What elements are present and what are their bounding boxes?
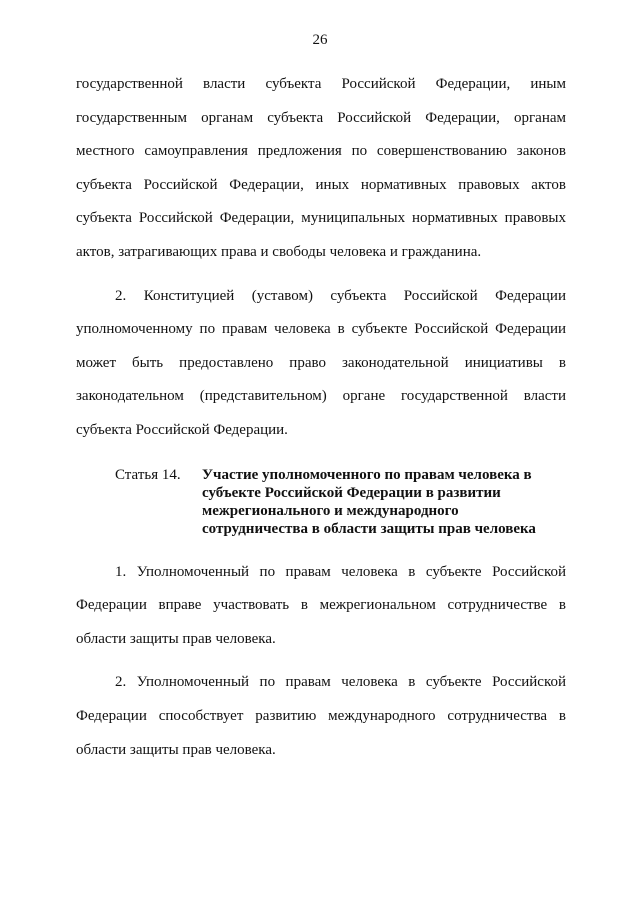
paragraph-continuation: государственной власти субъекта Российской Федерации, иным государственным органам субъекта Российской Федерации, органам местного самоуправления предложения по совершенствованию законов субъекта Российской Федерации, иных нормативных правовых актов субъекта Российской Федерации, муниципальных нормативных правовых актов, затрагивающих права и свободы человека и гражданина. <box>76 76 566 260</box>
paragraph-2: 2. Конституцией (уставом) субъекта Российской Федерации уполномоченному по правам человека в субъекте Российской Федерации может быть предоставлено право законодательной инициативы в законодательном (представительном) органе государственной власти субъекта Российской Федерации. <box>76 287 566 438</box>
article-paragraph-2: 2. Уполномоченный по правам человека в субъекте Российской Федерации способствует развитию международного сотрудничества в области защиты прав человека. <box>76 674 566 758</box>
article-number: Статья 14. <box>115 466 181 483</box>
page-number: 26 <box>312 32 328 48</box>
article-heading <box>76 466 566 538</box>
article-paragraph-1: 1. Уполномоченный по правам человека в субъекте Российской Федерации вправе участвовать в межрегиональном сотрудничестве в области защиты прав человека. <box>76 563 566 647</box>
document-body <box>76 68 566 767</box>
article-title: Участие уполномоченного по правам человека в субъекте Российской Федерации в развитии межрегионального и международного сотрудничества в области защиты прав человека <box>202 466 536 537</box>
